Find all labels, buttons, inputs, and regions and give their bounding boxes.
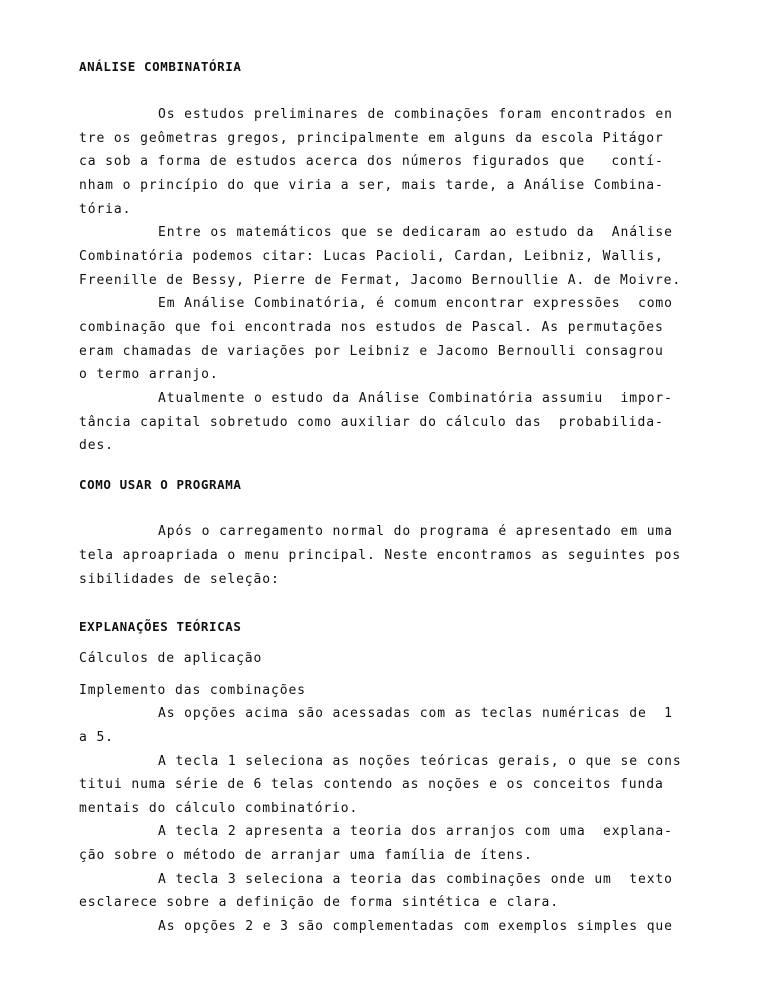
text-line: titui numa série de 6 telas contendo as noções e os conceitos funda <box>79 777 664 792</box>
text-line: Após o carregamento normal do programa é apresentado em uma <box>158 524 673 539</box>
text-line: Freenille de Bessy, Pierre de Fermat, Jacomo Bernoullie A. de Moivre. <box>79 273 682 288</box>
text-line: tela aproapriada o menu principal. Neste encontramos as seguintes pos <box>79 548 682 563</box>
text-line: nham o princípio do que viria a ser, mais tarde, a Análise Combina- <box>79 178 664 193</box>
menu-heading: EXPLANAÇÕES TEÓRICAS <box>79 619 242 634</box>
text-line: a 5. <box>79 730 114 745</box>
text-line: sibilidades de seleção: <box>79 572 280 587</box>
text-line: Em Análise Combinatória, é comum encontrar expressões como <box>158 296 673 311</box>
text-line: combinação que foi encontrada nos estudos de Pascal. As permutações <box>79 320 664 335</box>
text-line: mentais do cálculo combinatório. <box>79 801 359 816</box>
text-line: tória. <box>79 202 132 217</box>
menu-item: Cálculos de aplicação <box>79 651 263 666</box>
text-line: Atualmente o estudo da Análise Combinatória assumiu impor- <box>158 391 673 406</box>
text-line: A tecla 1 seleciona as noções teóricas gerais, o que se cons <box>158 754 682 769</box>
text-line: des. <box>79 438 114 453</box>
text-line: o termo arranjo. <box>79 367 219 382</box>
text-line: tre os geômetras gregos, principalmente em alguns da escola Pitágor <box>79 131 664 146</box>
text-line: esclarece sobre a definição de forma sintética e clara. <box>79 895 559 910</box>
text-line: A tecla 2 apresenta a teoria dos arranjos com uma explana- <box>158 824 673 839</box>
text-line: eram chamadas de variações por Leibniz e Jacomo Bernoulli consagrou <box>79 344 664 359</box>
text-line: ca sob a forma de estudos acerca dos números figurados que contí- <box>79 154 664 169</box>
text-line: Entre os matemáticos que se dedicaram ao estudo da Análise <box>158 225 673 240</box>
menu-item: Implemento das combinações <box>79 683 306 698</box>
section-heading: COMO USAR O PROGRAMA <box>79 477 242 492</box>
text-line: Os estudos preliminares de combinações foram encontrados en <box>158 107 673 122</box>
text-line: A tecla 3 seleciona a teoria das combinações onde um texto <box>158 872 673 887</box>
text-line: As opções acima são acessadas com as teclas numéricas de 1 <box>158 706 673 721</box>
text-line: tância capital sobretudo como auxiliar do cálculo das probabilida- <box>79 415 664 430</box>
document-title: ANÁLISE COMBINATÓRIA <box>79 59 242 74</box>
text-line: As opções 2 e 3 são complementadas com exemplos simples que <box>158 919 673 934</box>
text-line: Combinatória podemos citar: Lucas Pacioli, Cardan, Leibniz, Wallis, <box>79 249 664 264</box>
text-line: ção sobre o método de arranjar uma família de ítens. <box>79 848 533 863</box>
